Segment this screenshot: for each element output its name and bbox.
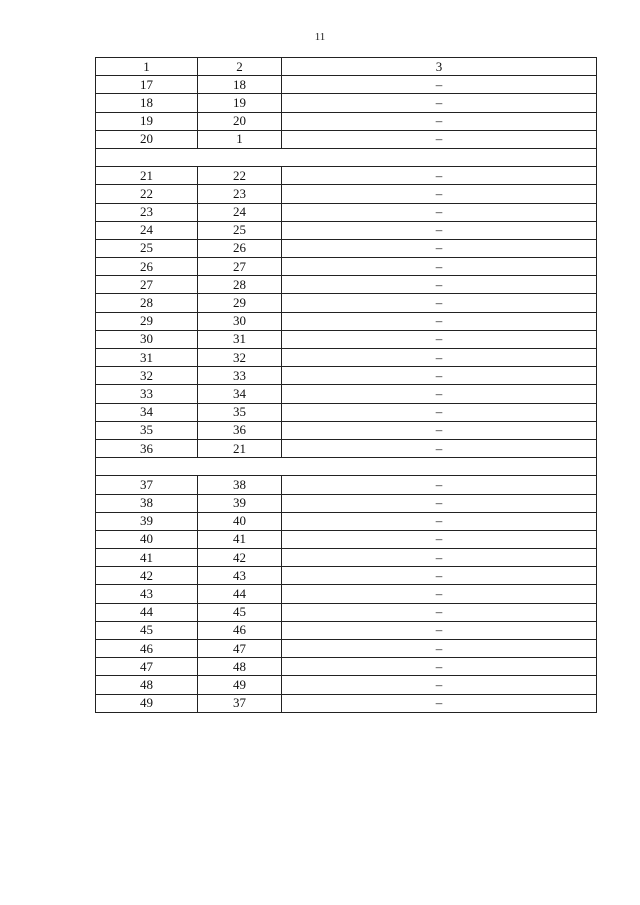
table-cell-col1: 30 bbox=[96, 330, 198, 348]
table-cell-col3: – bbox=[282, 349, 597, 367]
table-cell-col2: 49 bbox=[198, 676, 282, 694]
table-cell-col1: 27 bbox=[96, 276, 198, 294]
table-cell-col1: 39 bbox=[96, 512, 198, 530]
table-cell-col1: 47 bbox=[96, 658, 198, 676]
table-cell-col1: 18 bbox=[96, 94, 198, 112]
table-row bbox=[96, 239, 597, 257]
table-cell-col2: 33 bbox=[198, 367, 282, 385]
data-table bbox=[95, 57, 597, 713]
table-row bbox=[96, 221, 597, 239]
table-cell-col3: – bbox=[282, 94, 597, 112]
table-row bbox=[96, 676, 597, 694]
table-cell-col2: 22 bbox=[198, 167, 282, 185]
table-cell-col1: 42 bbox=[96, 567, 198, 585]
table-cell-col1: 22 bbox=[96, 185, 198, 203]
table-cell-col2: 45 bbox=[198, 603, 282, 621]
table-row bbox=[96, 94, 597, 112]
table-cell-col1: 23 bbox=[96, 203, 198, 221]
table-cell-col1: 25 bbox=[96, 239, 198, 257]
table-cell-col3: – bbox=[282, 494, 597, 512]
table-cell-col1: 37 bbox=[96, 476, 198, 494]
table-row bbox=[96, 694, 597, 712]
table-cell-col1: 20 bbox=[96, 130, 198, 148]
table-row bbox=[96, 658, 597, 676]
table-cell-col2: 32 bbox=[198, 349, 282, 367]
table-row bbox=[96, 530, 597, 548]
table-row bbox=[96, 476, 597, 494]
table-cell-col2: 24 bbox=[198, 203, 282, 221]
table-cell-col2: 47 bbox=[198, 640, 282, 658]
table-cell-col1: 33 bbox=[96, 385, 198, 403]
table-cell-col3: – bbox=[282, 676, 597, 694]
table-row bbox=[96, 330, 597, 348]
table-cell-col1: 48 bbox=[96, 676, 198, 694]
table-cell-col1: 44 bbox=[96, 603, 198, 621]
table-cell-col2: 25 bbox=[198, 221, 282, 239]
table-row bbox=[96, 585, 597, 603]
table-cell-col3: – bbox=[282, 694, 597, 712]
table-row bbox=[96, 112, 597, 130]
table-cell-col1: 32 bbox=[96, 367, 198, 385]
table-cell-col2: 36 bbox=[198, 421, 282, 439]
table-cell-col2: 18 bbox=[198, 76, 282, 94]
table-cell-col3: – bbox=[282, 330, 597, 348]
table-cell-col3: – bbox=[282, 203, 597, 221]
table-cell-col2: 19 bbox=[198, 94, 282, 112]
table-group-separator bbox=[96, 458, 597, 476]
table-cell-col2: 27 bbox=[198, 258, 282, 276]
table-cell-col3: – bbox=[282, 167, 597, 185]
table-cell-col1: 34 bbox=[96, 403, 198, 421]
table-cell-col1: 21 bbox=[96, 167, 198, 185]
table-cell-col2: 34 bbox=[198, 385, 282, 403]
table-cell-col1: 17 bbox=[96, 76, 198, 94]
table-row bbox=[96, 439, 597, 457]
table-cell-col2: 35 bbox=[198, 403, 282, 421]
table-cell-col2: 37 bbox=[198, 694, 282, 712]
table-cell-col1: 31 bbox=[96, 349, 198, 367]
header-cell-2: 2 bbox=[198, 58, 282, 76]
table-cell-col1: 24 bbox=[96, 221, 198, 239]
table-cell-col3: – bbox=[282, 112, 597, 130]
table-row bbox=[96, 549, 597, 567]
table-cell-col1: 43 bbox=[96, 585, 198, 603]
table-cell-col2: 20 bbox=[198, 112, 282, 130]
separator-cell bbox=[96, 458, 597, 476]
table-row bbox=[96, 312, 597, 330]
table-cell-col3: – bbox=[282, 585, 597, 603]
table-cell-col3: – bbox=[282, 549, 597, 567]
table-cell-col3: – bbox=[282, 385, 597, 403]
header-cell-1: 1 bbox=[96, 58, 198, 76]
table-cell-col1: 41 bbox=[96, 549, 198, 567]
table-row bbox=[96, 185, 597, 203]
table-cell-col3: – bbox=[282, 276, 597, 294]
table-cell-col2: 46 bbox=[198, 621, 282, 639]
table-cell-col1: 35 bbox=[96, 421, 198, 439]
table-cell-col2: 40 bbox=[198, 512, 282, 530]
table-cell-col3: – bbox=[282, 312, 597, 330]
table-cell-col3: – bbox=[282, 530, 597, 548]
table-cell-col2: 41 bbox=[198, 530, 282, 548]
table-cell-col3: – bbox=[282, 258, 597, 276]
table-cell-col3: – bbox=[282, 221, 597, 239]
table-cell-col3: – bbox=[282, 567, 597, 585]
table-cell-col2: 48 bbox=[198, 658, 282, 676]
table-cell-col2: 31 bbox=[198, 330, 282, 348]
table-cell-col1: 29 bbox=[96, 312, 198, 330]
table-cell-col2: 43 bbox=[198, 567, 282, 585]
table-cell-col3: – bbox=[282, 76, 597, 94]
table-row bbox=[96, 349, 597, 367]
table-row bbox=[96, 76, 597, 94]
table-row bbox=[96, 621, 597, 639]
table-cell-col1: 46 bbox=[96, 640, 198, 658]
table-cell-col2: 29 bbox=[198, 294, 282, 312]
table-cell-col1: 28 bbox=[96, 294, 198, 312]
table-cell-col2: 44 bbox=[198, 585, 282, 603]
table-body bbox=[96, 76, 597, 713]
table-cell-col3: – bbox=[282, 603, 597, 621]
table-cell-col2: 26 bbox=[198, 239, 282, 257]
table-cell-col2: 23 bbox=[198, 185, 282, 203]
table-cell-col2: 21 bbox=[198, 439, 282, 457]
table-cell-col2: 30 bbox=[198, 312, 282, 330]
table-row bbox=[96, 494, 597, 512]
table-cell-col3: – bbox=[282, 367, 597, 385]
table-row bbox=[96, 567, 597, 585]
table-cell-col3: – bbox=[282, 621, 597, 639]
table-cell-col1: 45 bbox=[96, 621, 198, 639]
table-row bbox=[96, 403, 597, 421]
table-row bbox=[96, 258, 597, 276]
header-cell-3: 3 bbox=[282, 58, 597, 76]
table-cell-col3: – bbox=[282, 476, 597, 494]
table-cell-col2: 38 bbox=[198, 476, 282, 494]
table-row bbox=[96, 385, 597, 403]
table-row bbox=[96, 603, 597, 621]
table-cell-col3: – bbox=[282, 658, 597, 676]
table-row bbox=[96, 367, 597, 385]
table-row bbox=[96, 294, 597, 312]
table-cell-col3: – bbox=[282, 294, 597, 312]
table-cell-col2: 28 bbox=[198, 276, 282, 294]
table-cell-col1: 40 bbox=[96, 530, 198, 548]
table-cell-col3: – bbox=[282, 439, 597, 457]
table-group-separator bbox=[96, 148, 597, 166]
separator-cell bbox=[96, 148, 597, 166]
table-cell-col3: – bbox=[282, 512, 597, 530]
table-cell-col3: – bbox=[282, 239, 597, 257]
table-cell-col3: – bbox=[282, 403, 597, 421]
table-cell-col3: – bbox=[282, 421, 597, 439]
table-cell-col2: 42 bbox=[198, 549, 282, 567]
table-header-row bbox=[96, 58, 597, 76]
table-cell-col3: – bbox=[282, 130, 597, 148]
table-cell-col3: – bbox=[282, 185, 597, 203]
page-number: 11 bbox=[314, 31, 326, 43]
table-row bbox=[96, 203, 597, 221]
table-cell-col1: 38 bbox=[96, 494, 198, 512]
table-cell-col1: 36 bbox=[96, 439, 198, 457]
table-cell-col1: 19 bbox=[96, 112, 198, 130]
table-row bbox=[96, 421, 597, 439]
table-row bbox=[96, 276, 597, 294]
table-row bbox=[96, 167, 597, 185]
table-cell-col1: 26 bbox=[96, 258, 198, 276]
table-cell-col2: 1 bbox=[198, 130, 282, 148]
table-cell-col2: 39 bbox=[198, 494, 282, 512]
table-cell-col1: 49 bbox=[96, 694, 198, 712]
table-row bbox=[96, 512, 597, 530]
table-cell-col3: – bbox=[282, 640, 597, 658]
table-row bbox=[96, 640, 597, 658]
table-row bbox=[96, 130, 597, 148]
